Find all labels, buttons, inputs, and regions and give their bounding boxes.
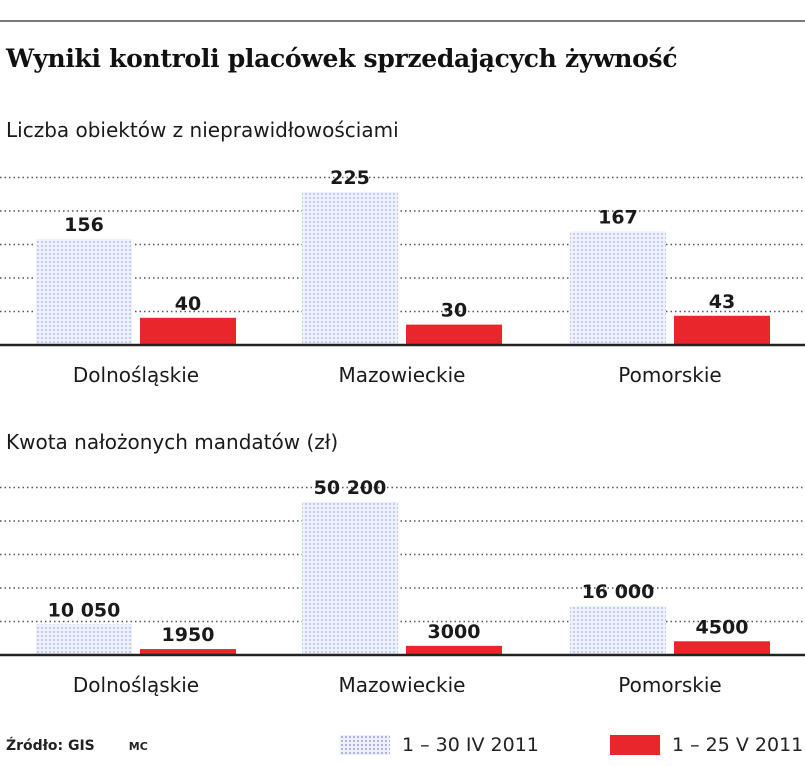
category-label: Pomorskie: [618, 363, 722, 387]
category-label: Dolnośląskie: [72, 673, 200, 697]
bar-may: [406, 325, 502, 345]
category-label: Pomorskie: [618, 673, 722, 697]
bar-april: [36, 624, 132, 655]
top-rule: [0, 20, 805, 22]
data-label: 4500: [695, 616, 749, 639]
category-label: Mazowieckie: [338, 673, 466, 697]
bar-april: [36, 239, 132, 345]
page-title: Wyniki kontroli placówek sprzedających żywność: [6, 44, 678, 73]
bar-may: [140, 318, 236, 345]
data-label: 167: [598, 206, 638, 229]
data-label: 10 050: [47, 599, 121, 622]
legend-label-may: 1 – 25 V 2011: [672, 734, 804, 756]
data-label: 16 000: [581, 581, 655, 604]
data-label: 225: [330, 167, 370, 189]
chart2-title: Kwota nałożonych mandatów (zł): [6, 430, 339, 454]
bar-chart-fines: [0, 470, 805, 710]
data-label: 30: [440, 299, 468, 322]
bar-may: [674, 316, 770, 345]
bar-april: [302, 192, 398, 345]
legend-swatch-red: [610, 735, 660, 755]
bar-april: [302, 502, 398, 655]
category-label: Mazowieckie: [338, 363, 466, 387]
legend-label-april: 1 – 30 IV 2011: [402, 734, 539, 756]
data-label: 43: [708, 290, 736, 313]
bar-april: [570, 231, 666, 345]
source-text: Źródło: GIS: [6, 738, 95, 754]
legend-swatch-dotted: [340, 735, 390, 755]
bar-chart-objects: [0, 160, 805, 400]
bar-may: [406, 646, 502, 655]
author-initials: MC: [128, 740, 148, 753]
data-label: 40: [174, 292, 202, 315]
data-label: 1950: [161, 624, 215, 647]
data-label: 156: [64, 213, 104, 236]
bar-may: [674, 641, 770, 655]
legend-item-may: [610, 734, 803, 756]
bar-april: [570, 606, 666, 655]
legend-item-april: [340, 734, 539, 756]
data-label: 50 200: [313, 476, 387, 499]
source-note: [6, 738, 148, 754]
category-label: Dolnośląskie: [72, 363, 200, 387]
chart1-title: Liczba obiektów z nieprawidłowościami: [6, 118, 399, 142]
data-label: 3000: [427, 620, 481, 643]
